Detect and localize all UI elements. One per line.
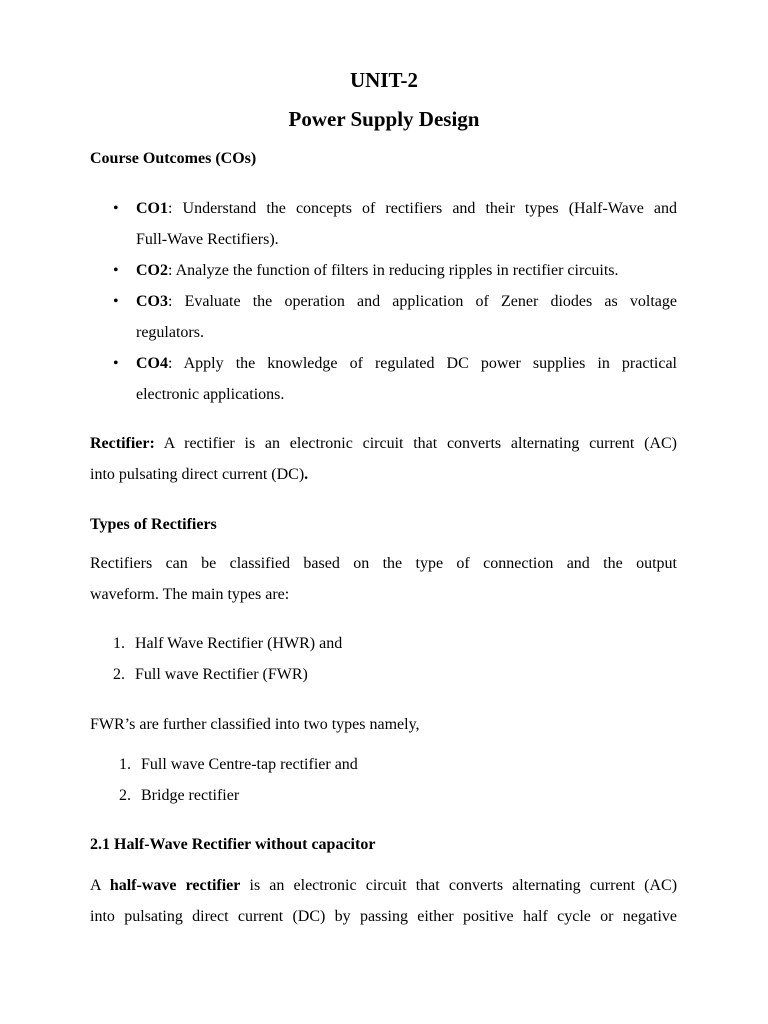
rectifier-definition-continued [90,465,308,485]
outcome-text-continued: Full-Wave Rectifiers). [136,231,279,248]
outcome-text: : Evaluate the operation and application of Zener diodes as voltage [168,293,677,310]
bullet-glyph: • [113,293,119,310]
unit-heading: UNIT-2 [349,68,419,92]
bullet-glyph: • [113,355,119,372]
hwr-definition-continued: into pulsating direct current (DC) by passing either positive half cycle or negative [90,908,677,925]
section-heading: 2.1 Half-Wave Rectifier without capacitor [90,836,376,853]
list-number: 2. [119,787,131,804]
list-item-text: Full wave Rectifier (FWR) [135,666,308,683]
outcome-line [136,261,619,281]
outcomes-heading: Course Outcomes (COs) [90,150,257,167]
outcome-text: : Understand the concepts of rectifiers and their types (Half-Wave and [168,200,677,217]
hwr-definition-line [90,876,677,896]
list-number: 1. [119,756,131,773]
page-title: Power Supply Design [288,107,480,131]
rectifier-period: . [304,466,309,483]
list-item-text: Bridge rectifier [141,787,240,804]
hwr-text: is an electronic circuit that converts alternating current (AC) [240,877,678,894]
outcome-line [136,292,677,312]
rectifier-term: Rectifier: [90,435,155,452]
outcome-line [136,354,677,374]
outcome-text: : Analyze the function of filters in reducing ripples in rectifier circuits. [168,262,619,279]
outcome-code: CO2 [136,262,168,279]
bullet-glyph: • [113,200,119,217]
fwr-intro: FWR’s are further classified into two types namely, [90,716,420,733]
types-heading: Types of Rectifiers [90,516,217,533]
list-number: 2. [113,666,125,683]
hwr-term: half-wave rectifier [109,877,241,894]
outcome-text-continued: electronic applications. [136,386,285,403]
hwr-text: A [90,877,110,894]
list-item-text: Half Wave Rectifier (HWR) and [135,635,343,652]
types-paragraph-continued: waveform. The main types are: [90,586,290,603]
rectifier-definition-line [90,434,677,454]
outcome-text: : Apply the knowledge of regulated DC power supplies in practical [168,355,677,372]
rectifier-text: into pulsating direct current (DC) [90,466,305,483]
outcome-code: CO4 [136,355,168,372]
outcome-code: CO3 [136,293,168,310]
outcome-line [136,199,677,219]
outcome-text-continued: regulators. [136,324,204,341]
list-item-text: Full wave Centre-tap rectifier and [141,756,358,773]
outcome-code: CO1 [136,200,168,217]
types-paragraph-line: Rectifiers can be classified based on the type of connection and the output [90,555,677,572]
bullet-glyph: • [113,262,119,279]
rectifier-text: A rectifier is an electronic circuit that converts alternating current (AC) [154,435,677,452]
list-number: 1. [113,635,125,652]
